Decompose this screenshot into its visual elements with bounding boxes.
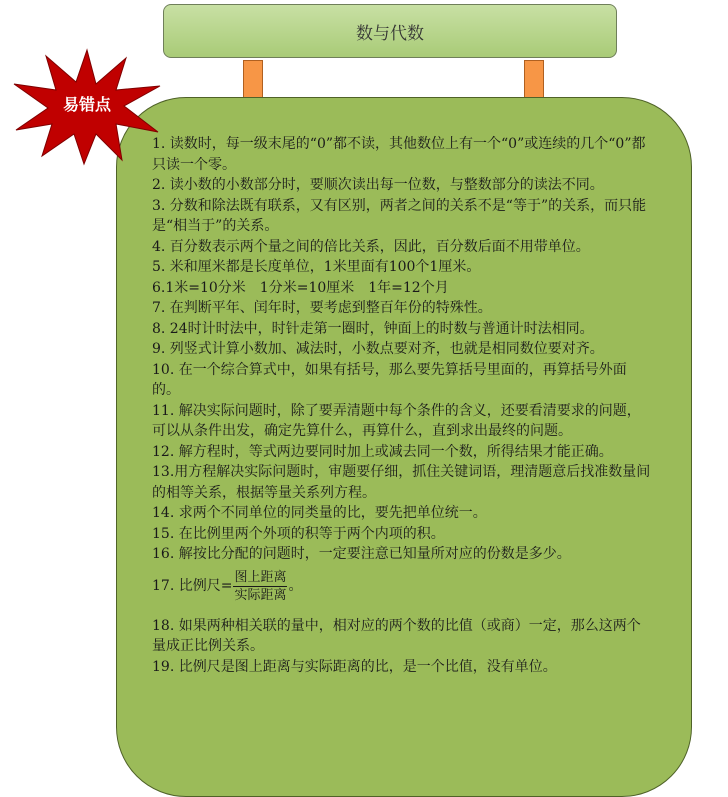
fraction: [233, 569, 287, 604]
list-item: 14. 求两个不同单位的同类量的比，要先把单位统一。: [152, 505, 487, 521]
list-item: 5. 米和厘米都是长度单位，1米里面有100个1厘米。: [152, 259, 481, 275]
list-item: 8. 24时计时法中，时针走第一圈时，钟面上的时数与普通计时法相同。: [152, 320, 594, 337]
badge-label: 易错点: [62, 95, 111, 114]
list-item: 10. 在一个综合算式中，如果有括号，那么要先算括号里面的，再算括号外面的。: [152, 361, 627, 398]
list-item: 6.1米=10分米 1分米=10厘米 1年=12个月: [152, 279, 449, 296]
list-item: 11. 解决实际问题时，除了要弄清题中每个条件的含义，还要看清要求的问题，可以从条件出发，确定先算什么，再算什么，直到求出最终的问题。: [152, 402, 641, 439]
fraction-denominator: 实际距离: [234, 588, 287, 603]
list-item: 19. 比例尺是图上距离与实际距离的比，是一个比值，没有单位。: [152, 658, 557, 675]
post-left: [243, 60, 263, 100]
list-item: 18. 如果两种相关联的量中，相对应的两个数的比值（或商）一定，那么这两个量成正比例关系。: [152, 617, 641, 654]
list-item: 13.用方程解决实际问题时，审题要仔细，抓住关键词语，理清题意后找准数量间的相等关系，根据等量关系列方程。: [152, 464, 651, 501]
list-item: 16. 解按比分配的问题时，一定要注意已知量所对应的份数是多少。: [152, 546, 571, 562]
list-item: 3. 分数和除法既有联系，又有区别，两者之间的关系不是“等于”的关系，而只能是“相当于”的关系。: [152, 197, 647, 234]
list-item: 12. 解方程时，等式两边要同时加上或减去同一个数，所得结果才能正确。: [152, 443, 613, 460]
post-right: [524, 60, 544, 100]
fraction-numerator: 图上距离: [234, 570, 287, 585]
list-item: 1. 读数时，每一级末尾的“0”都不读，其他数位上有一个“0”或连续的几个“0”都只读一个零。: [152, 136, 646, 173]
formula-prefix: 17. 比例尺=: [152, 578, 233, 595]
scale-formula: [152, 566, 652, 608]
list-item: 9. 列竖式计算小数加、减法时，小数点要对齐，也就是相同数位要对齐。: [152, 341, 604, 357]
list-item: 15. 在比例里两个外项的积等于两个内项的积。: [152, 525, 445, 542]
formula-suffix: 。: [288, 578, 303, 595]
list-item: 4. 百分数表示两个量之间的倍比关系，因此，百分数后面不用带单位。: [152, 238, 590, 255]
section-title-text: 数与代数: [356, 23, 424, 44]
tips-list: [152, 134, 652, 677]
list-item: 7. 在判断平年、闰年时，要考虑到整百年份的特殊性。: [152, 300, 492, 316]
list-item: 2. 读小数的小数部分时，要顺次读出每一位数，与整数部分的读法不同。: [152, 177, 604, 193]
section-title: [163, 4, 617, 58]
